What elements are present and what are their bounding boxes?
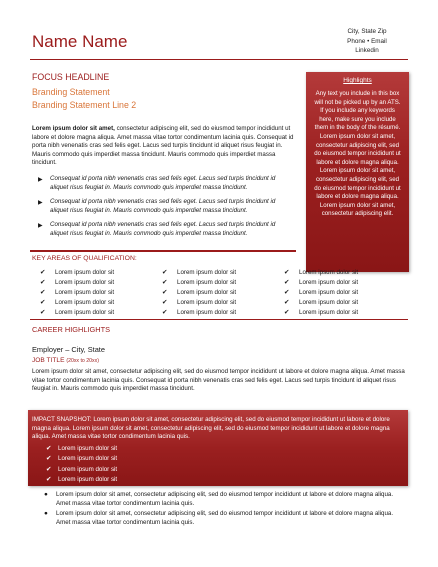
checkmark-icon: ✔: [162, 269, 168, 276]
achievement-list: [44, 491, 408, 529]
testimonial-item: [36, 198, 294, 215]
qualification-text: Lorem ipsum dolor sit: [55, 288, 115, 296]
achievement-item: [44, 491, 408, 508]
qualification-divider: [30, 250, 296, 252]
achievement-text: Lorem ipsum dolor sit amet, consectetur adipiscing elit, sed do eiusmod tempor incididunt ut labore et dolore magna aliqua. Amet massa vitae tortor condimentum lacinia quis.: [56, 491, 394, 507]
testimonial-list: [36, 175, 294, 245]
checkmark-icon: ✔: [40, 269, 46, 276]
contact-block: [322, 27, 412, 56]
checkmark-icon: ✔: [162, 308, 168, 316]
checkmark-icon: ✔: [40, 278, 46, 286]
qualification-item: [162, 308, 284, 318]
highlights-title: Highlights: [343, 77, 372, 84]
resume-name: Name Name: [32, 32, 128, 51]
checkmark-icon: ✔: [162, 288, 168, 296]
qualification-text: Lorem ipsum dolor sit: [177, 278, 237, 286]
contact-linkedin: Linkedin: [355, 47, 379, 55]
summary-body: consectetur adipiscing elit, sed do eiusmod tempor incididunt ut labore et dolore magna aliqua. Amet massa vitae tortor condimentum lacinia quis. Consequat id porta nibh venenatis cras sed felis eget. Lacus sed turpis tincidunt id aliquet risus feugiat in. Mauris commodo quis imperdiet massa tincidunt. Mauris commodo quis imperdiet massa tincidunt.: [32, 125, 294, 167]
qualification-title: KEY AREAS OF QUALIFICATION:: [32, 255, 137, 262]
qualification-item: [284, 298, 406, 308]
impact-item-text: Lorem ipsum dolor sit: [58, 476, 118, 484]
job-title-line: [32, 357, 99, 364]
bullet-dot-icon: ●: [44, 491, 48, 498]
header-divider: [30, 59, 408, 60]
highlights-text: Any text you include in this box will not be picked up by an ATS. If you include any keywords here, make sure you include them in the body of the résumé. Lorem ipsum dolor sit amet, consectetur adipiscing elit, sed do eiusmod tempor incididunt ut labore et dolore magna aliqua. Lorem ipsum dolor sit amet, consectetur adipiscing elit, sed do eiusmod tempor incididunt ut labore et dolore magna aliqua. Lorem ipsum dolor sit amet, consectetur adipiscing elit.: [314, 90, 401, 218]
impact-item: [46, 465, 404, 476]
impact-snapshot-box: [28, 410, 408, 486]
impact-text: Lorem ipsum dolor sit amet, consectetur adipiscing elit, sed do eiusmod tempor incididunt ut labore et dolore magna aliqua. Lorem ipsum dolor sit amet, consectetur adipiscing elit, sed do eiusmod tempor incididunt ut labore et dolore magna aliqua. Amet massa vitae tortor condimentum lacinia quis.: [32, 416, 390, 440]
qualification-text: Lorem ipsum dolor sit: [299, 288, 359, 296]
employer-line: Employer – City, State: [32, 345, 105, 354]
qualification-item: [162, 288, 284, 298]
qualification-item: [40, 268, 162, 278]
triangle-bullet-icon: ▶: [38, 223, 43, 230]
qualification-text: Lorem ipsum dolor sit: [299, 298, 359, 306]
highlights-box: [306, 72, 409, 272]
job-dates: (20xx to 20xx): [66, 358, 99, 364]
checkmark-icon: ✔: [40, 308, 46, 316]
impact-item-text: Lorem ipsum dolor sit: [58, 455, 118, 463]
impact-item-text: Lorem ipsum dolor sit: [58, 465, 118, 473]
checkmark-icon: ✔: [284, 278, 290, 286]
triangle-bullet-icon: ▶: [38, 200, 43, 207]
qualification-item: [40, 278, 162, 288]
impact-label: IMPACT SNAPSHOT:: [32, 416, 92, 423]
impact-item: [46, 454, 404, 465]
branding-statement-line-2: Branding Statement Line 2: [32, 100, 137, 110]
qualification-text: Lorem ipsum dolor sit: [177, 298, 237, 306]
contact-phone-email: Phone • Email: [347, 37, 387, 45]
testimonial-item: [36, 175, 294, 192]
impact-item: [46, 475, 404, 486]
qualification-text: Lorem ipsum dolor sit: [299, 269, 359, 276]
qualification-item: [162, 278, 284, 288]
testimonial-text: Consequat id porta nibh venenatis cras sed felis eget. Lacus sed turpis tincidunt id aliquet risus feugiat in. Mauris commodo quis imperdiet massa tincidunt.: [50, 221, 276, 237]
qualification-text: Lorem ipsum dolor sit: [55, 298, 115, 306]
checkmark-icon: ✔: [46, 476, 52, 484]
qualification-text: Lorem ipsum dolor sit: [55, 308, 115, 316]
qualification-item: [40, 288, 162, 298]
job-title: JOB TITLE: [32, 357, 65, 364]
qualification-text: Lorem ipsum dolor sit: [177, 288, 237, 296]
achievement-item: [44, 510, 408, 527]
checkmark-icon: ✔: [162, 278, 168, 286]
career-divider: [30, 319, 408, 320]
qualification-item: [284, 278, 406, 288]
qualification-column: [284, 268, 406, 318]
qualification-item: [40, 298, 162, 308]
qualification-item: [162, 268, 284, 278]
impact-item: [46, 444, 404, 455]
branding-statement: Branding Statement: [32, 87, 110, 97]
focus-headline: FOCUS HEADLINE: [32, 72, 110, 82]
checkmark-icon: ✔: [40, 288, 46, 296]
checkmark-icon: ✔: [284, 308, 290, 316]
qualification-column: [162, 268, 284, 318]
qualification-text: Lorem ipsum dolor sit: [299, 308, 359, 316]
career-title: CAREER HIGHLIGHTS: [32, 325, 111, 334]
qualification-text: Lorem ipsum dolor sit: [55, 278, 115, 286]
summary-lead: Lorem ipsum dolor sit amet,: [32, 125, 115, 132]
summary-paragraph: [32, 125, 294, 168]
qualification-text: Lorem ipsum dolor sit: [299, 278, 359, 286]
checkmark-icon: ✔: [284, 288, 290, 296]
impact-item-text: Lorem ipsum dolor sit: [58, 444, 118, 452]
checkmark-icon: ✔: [46, 465, 52, 473]
testimonial-text: Consequat id porta nibh venenatis cras sed felis eget. Lacus sed turpis tincidunt id aliquet risus feugiat in. Mauris commodo quis imperdiet massa tincidunt.: [50, 175, 276, 191]
impact-text-block: [32, 416, 404, 442]
contact-city: City, State Zip: [347, 28, 387, 35]
achievement-text: Lorem ipsum dolor sit amet, consectetur adipiscing elit, sed do eiusmod tempor incididunt ut labore et dolore magna aliqua. Amet massa vitae tortor condimentum lacinia quis.: [56, 510, 394, 526]
testimonial-text: Consequat id porta nibh venenatis cras sed felis eget. Lacus sed turpis tincidunt id aliquet risus feugiat in. Mauris commodo quis imperdiet massa tincidunt.: [50, 198, 276, 214]
qualification-item: [40, 308, 162, 318]
checkmark-icon: ✔: [284, 298, 290, 306]
triangle-bullet-icon: ▶: [38, 177, 43, 183]
qualification-column: [40, 268, 162, 318]
checkmark-icon: ✔: [284, 269, 290, 276]
focus-section: [32, 72, 294, 112]
qualification-text: Lorem ipsum dolor sit: [177, 269, 237, 276]
testimonial-item: [36, 221, 294, 238]
qualification-item: [284, 288, 406, 298]
career-description: Lorem ipsum dolor sit amet, consectetur adipiscing elit, sed do eiusmod tempor incididunt ut labore et dolore magna aliqua. Amet massa vitae tortor condimentum lacinia quis. Consequat id porta nibh venenatis cras sed felis eget. Lacus sed turpis tincidunt id aliquet risus feugiat in. Mauris commodo quis imperdiet massa tincidunt.: [32, 368, 405, 392]
checkmark-icon: ✔: [162, 298, 168, 306]
checkmark-icon: ✔: [46, 455, 52, 463]
checkmark-icon: ✔: [40, 298, 46, 306]
qualification-item: [162, 298, 284, 308]
qualification-text: Lorem ipsum dolor sit: [55, 269, 115, 276]
qualification-item: [284, 308, 406, 318]
qualification-item: [284, 268, 406, 278]
bullet-dot-icon: ●: [44, 510, 48, 517]
qualification-text: Lorem ipsum dolor sit: [177, 308, 237, 316]
qualification-grid: [40, 268, 408, 318]
checkmark-icon: ✔: [46, 444, 52, 452]
impact-list: [32, 444, 404, 486]
